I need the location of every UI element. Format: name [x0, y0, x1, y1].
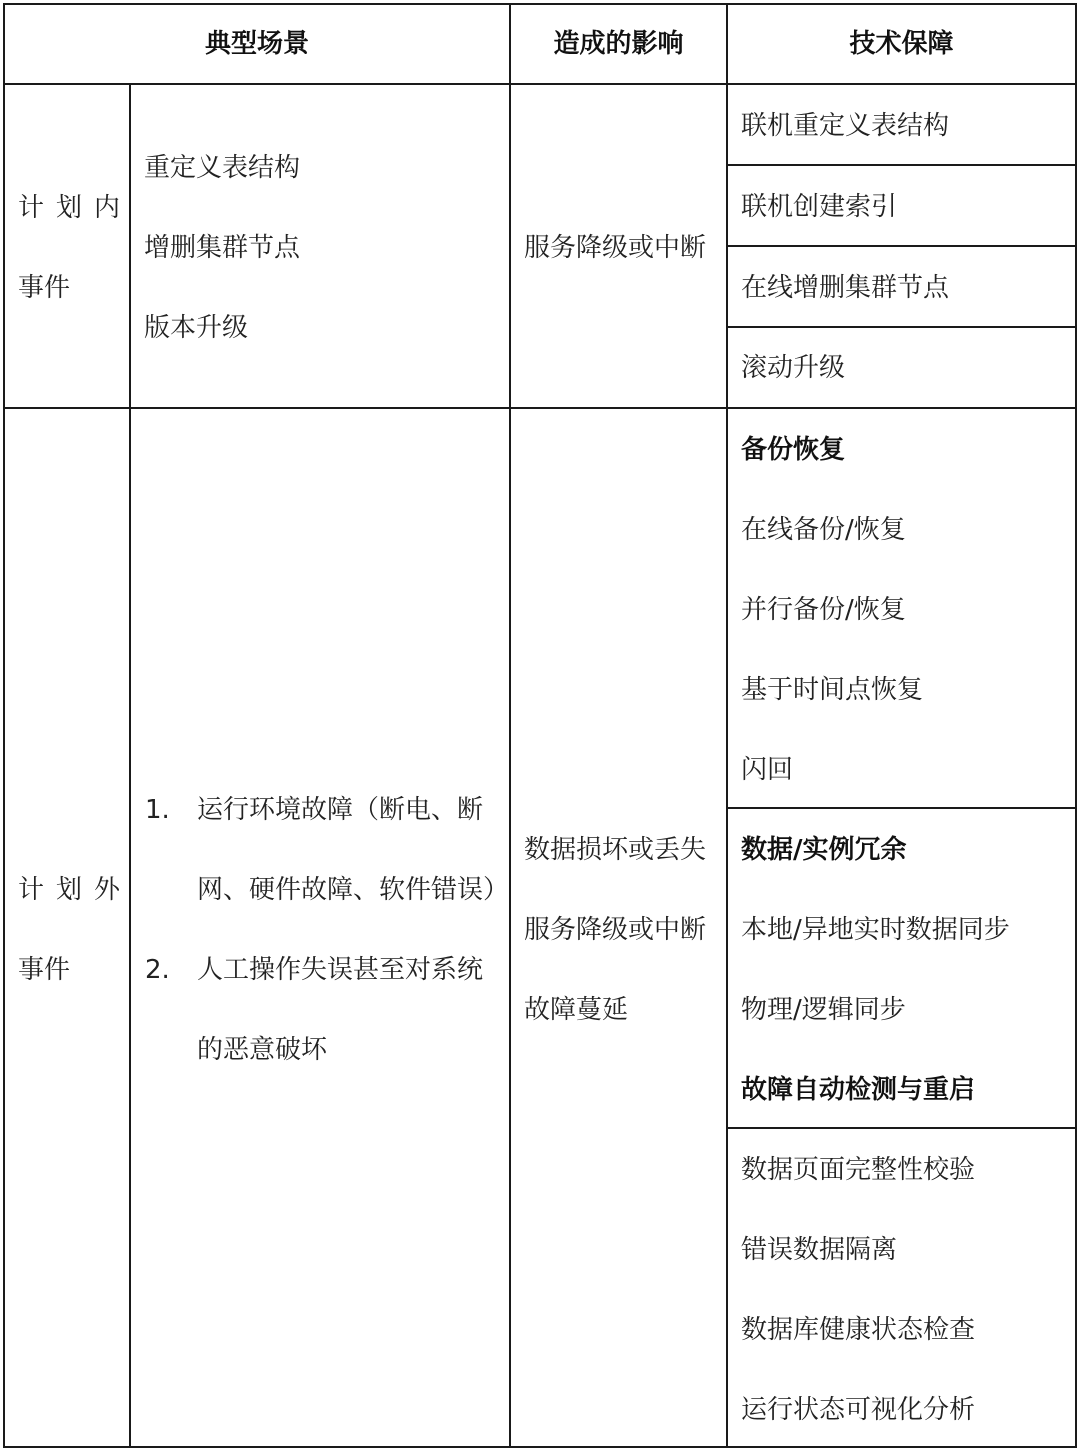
unplanned-scenario-line: 网、硬件故障、软件错误）: [197, 875, 510, 905]
column-divider: [726, 3, 728, 1448]
measure-divider: [727, 245, 1077, 247]
planned-impact: 服务降级或中断: [524, 233, 707, 263]
redundancy-item: 物理/逻辑同步: [741, 995, 906, 1025]
integrity-item: 数据页面完整性校验: [741, 1155, 976, 1185]
backup-item: 基于时间点恢复: [741, 675, 924, 705]
unplanned-scenario-line: 的恶意破坏: [197, 1035, 328, 1065]
backup-item: 在线备份/恢复: [741, 515, 906, 545]
table-border-right: [1075, 3, 1077, 1448]
unplanned-category-line1: 计划外: [18, 875, 133, 905]
header-divider: [3, 83, 1077, 85]
planned-measure: 滚动升级: [741, 353, 846, 383]
planned-measure: 联机重定义表结构: [741, 111, 950, 141]
redundancy-heading: 数据/实例冗余: [741, 835, 907, 865]
planned-scenario: 增删集群节点: [144, 233, 301, 263]
column-divider: [509, 3, 511, 1448]
integrity-item: 错误数据隔离: [741, 1235, 898, 1265]
planned-measure: 在线增删集群节点: [741, 273, 950, 303]
row-divider: [3, 407, 1077, 409]
planned-measure: 联机创建索引: [741, 192, 898, 222]
measure-divider: [727, 1127, 1077, 1129]
header-tech-guarantee: 技术保障: [849, 29, 954, 59]
planned-category-line2: 事件: [18, 273, 71, 303]
planned-category-line1: 计划内: [18, 193, 133, 223]
integrity-item: 数据库健康状态检查: [741, 1315, 976, 1345]
redundancy-item: 本地/异地实时数据同步: [741, 915, 1010, 945]
planned-scenario: 版本升级: [144, 313, 249, 343]
backup-item: 闪回: [741, 755, 794, 785]
fault-detection-heading: 故障自动检测与重启: [741, 1075, 976, 1105]
measure-divider: [727, 164, 1077, 166]
unplanned-impact: 故障蔓延: [524, 995, 629, 1025]
backup-heading: 备份恢复: [741, 435, 846, 465]
unplanned-scenario-line: 人工操作失误甚至对系统: [197, 955, 484, 985]
header-typical-scenario: 典型场景: [204, 29, 309, 59]
measure-divider: [727, 326, 1077, 328]
unplanned-impact: 数据损坏或丢失: [524, 835, 707, 865]
list-number: 2.: [145, 955, 170, 985]
unplanned-category-line2: 事件: [18, 955, 71, 985]
integrity-item: 运行状态可视化分析: [741, 1395, 976, 1425]
table-border-bottom: [3, 1446, 1077, 1448]
unplanned-scenario-line: 运行环境故障（断电、断: [197, 795, 484, 825]
list-number: 1.: [145, 795, 170, 825]
unplanned-impact: 服务降级或中断: [524, 915, 707, 945]
backup-item: 并行备份/恢复: [741, 595, 906, 625]
column-divider: [129, 84, 131, 1448]
table-border-top: [3, 3, 1077, 5]
table-border-left: [3, 3, 5, 1448]
planned-scenario: 重定义表结构: [144, 153, 301, 183]
header-impact: 造成的影响: [553, 29, 684, 59]
measure-divider: [727, 807, 1077, 809]
